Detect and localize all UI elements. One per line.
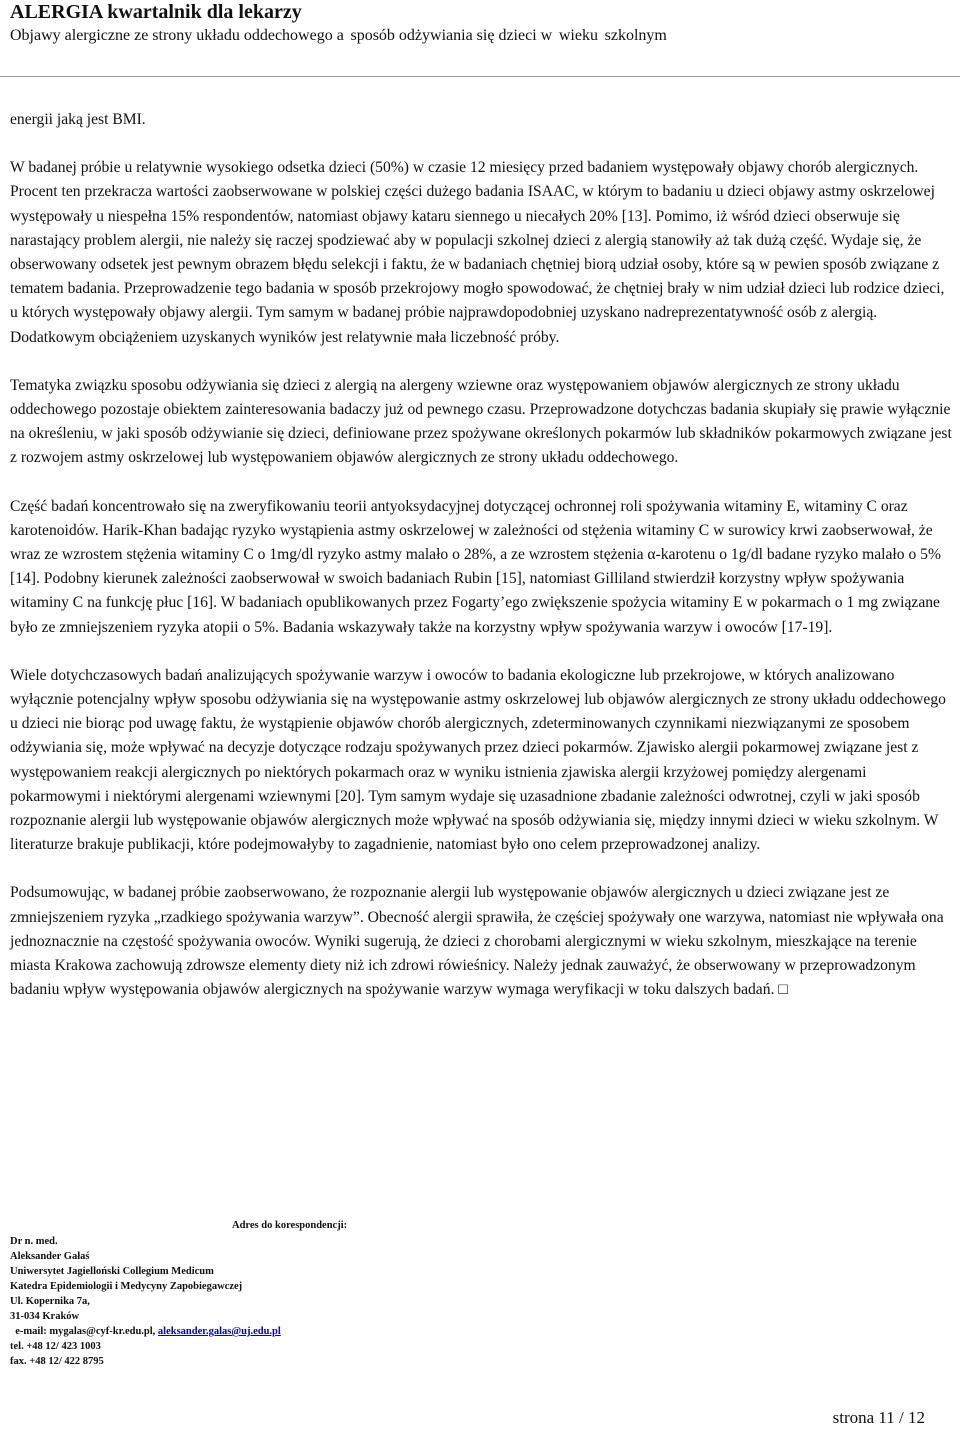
- page-header: [10, 0, 950, 45]
- author-department: Katedra Epidemiologii i Medycyny Zapobiegawczej: [10, 1281, 243, 1292]
- paragraph: Podsumowując, w badanej próbie zaobserwowano, że rozpoznanie alergii lub występowanie objawów alergicznych u dzieci związane jest ze zmniejszeniem ryzyka „rzadkiego spożywania warzyw”. Obecność alergii sprawiła, że częściej spożywały one warzywa, natomiast nie wpływała ona jednoznacznie na częstość spożywania owoców. Wyniki sugerują, że dzieci z chorobami alergicznymi w wieku szkolnym, mieszkające na terenie miasta Krakowa zachowują zdrowsze elementy diety niż ich zdrowi rówieśnicy. Należy jednak zauważyć, że obserwowany w przeprowadzonym badaniu wpływ występowania objawów alergicznych na spożywanie warzyw wymaga weryfikacji w toku dalszych badań. □: [10, 884, 944, 999]
- email-prefix: e-mail: mygalas@cyf-kr.edu.pl,: [15, 1326, 158, 1337]
- author-email-line: [10, 1324, 281, 1339]
- article-body: [10, 108, 952, 1027]
- correspondence-heading: Adres do korespondencji:: [232, 1220, 348, 1231]
- author-tel: tel. +48 12/ 423 1003: [10, 1341, 101, 1352]
- author-city: 31-034 Kraków: [10, 1311, 80, 1322]
- paragraph: Część badań koncentrowało się na zweryfikowaniu teorii antyoksydacyjnej dotyczącej ochronnej roli spożywania witaminy E, witaminy C oraz karotenoidów. Harik-Khan badając ryzyko wystąpienia astmy oskrzelowej w zależności od stężenia witaminy C w surowicy krwi zaobserwował, że wraz ze wzrostem stężenia witaminy C o 1mg/dl ryzyko astmy malało o 28%, a ze wzrostem stężenia α-karotenu o 1g/dl badane ryzyko malało o 5% [14]. Podobny kierunek zależności zaobserwował w swoich badaniach Rubin [15], natomiast Gilliland stwierdził korzystny wpływ spożywania witaminy C na funkcję płuc [16]. W badaniach opublikowanych przez Fogarty’ego zwiększenie spożycia witaminy E w pokarmach o 1 mg związane było ze zmniejszeniem ryzyka atopii o 5%. Badania wskazywały także na korzystny wpływ spożywania warzyw i owoców [17-19].: [10, 497, 941, 636]
- author-fax: fax. +48 12/ 422 8795: [10, 1356, 104, 1367]
- author-university: Uniwersytet Jagielloński Collegium Medicum: [10, 1266, 214, 1277]
- paragraph: W badanej próbie u relatywnie wysokiego odsetka dzieci (50%) w czasie 12 miesięcy przed badaniem występowały objawy chorób alergicznych. Procent ten przekracza wartości zaobserwowane w polskiej części dużego badania ISAAC, w którym to badaniu u dzieci objawy astmy oskrzelowej występowały u niespełna 15% respondentów, natomiast objawy kataru siennego u niecałych 20% [13]. Pomimo, iż wśród dzieci obserwuje się narastający problem alergii, nie należy się raczej spodziewać aby w populacji szkolnej dzieci z alergią stanowiły aż tak dużą część. Wydaje się, że obserwowany odsetek jest pewnym obrazem błędu selekcji i faktu, że w badaniach chętniej biorą udział osoby, które są w pewien sposób związane z tematem badania. Przeprowadzenie tego badania w sposób przekrojowy mogło spowodować, że chętniej brały w nim udział dzieci lub rodzice dzieci, u których występowały objawy alergii. Tym samym w badanej próbie najprawdopodobniej uzyskano nadreprezentatywność osób z alergią. Dodatkowym obciążeniem uzyskanych wyników jest relatywnie mała liczebność próby.: [10, 159, 945, 346]
- page-number: strona 11 / 12: [832, 1408, 925, 1427]
- author-name: Aleksander Gałaś: [10, 1251, 90, 1262]
- author-degree: Dr n. med.: [10, 1236, 58, 1247]
- article-title: Objawy alergiczne ze strony układu oddechowego a sposób odżywiania się dzieci w wieku szkolnym: [10, 27, 667, 44]
- email-link[interactable]: aleksander.galas@uj.edu.pl: [157, 1326, 281, 1337]
- journal-title: ALERGIA kwartalnik dla lekarzy: [10, 1, 302, 23]
- author-street: Ul. Kopernika 7a,: [10, 1296, 90, 1307]
- paragraph: Wiele dotychczasowych badań analizujących spożywanie warzyw i owoców to badania ekologiczne lub przekrojowe, w których analizowano wyłącznie potencjalny wpływ sposobu odżywiania się na występowanie astmy oskrzelowej lub objawów alergicznych ze strony układu oddechowego u dzieci nie biorąc pod uwagę faktu, że wystąpienie objawów chorób alergicznych, zdeterminowanych czynnikami niezwiązanymi ze sposobem odżywiania się, może wpływać na decyzje dotyczące rodzaju spożywanych przez dzieci pokarmów. Zjawisko alergii pokarmowej związane jest z występowaniem reakcji alergicznych po niektórych pokarmach oraz w wyniku istnienia zjawiska alergii krzyżowej pomiędzy alergenami pokarmowymi i niektórymi alergenami wziewnymi [20]. Tym samym wydaje się uzasadnione zbadanie zależności odwrotnej, czyli w jaki sposób rozpoznanie alergii lub występowanie objawów alergicznych może wpływać na sposób odżywiania się, między innymi dzieci w wieku szkolnym. W literaturze brakuje publikacji, które podejmowałyby to zagadnienie, natomiast było ono celem przeprowadzonej analizy.: [10, 666, 946, 854]
- paragraph: energii jaką jest BMI.: [10, 111, 146, 128]
- header-divider: [0, 76, 960, 77]
- paragraph: Tematyka związku sposobu odżywiania się dzieci z alergią na alergeny wziewne oraz występowaniem objawów alergicznych ze strony układu oddechowego pozostaje obiektem zainteresowania badaczy już od pewnego czasu. Przeprowadzone dotychczas badania skupiały się prawie wyłącznie na określeniu, w jaki sposób odżywianie się dzieci, definiowane przez spożywane określonych pokarmów lub składników pokarmowych związane jest z rozwojem astmy oskrzelowej lub występowaniem objawów alergicznych ze strony układu oddechowego.: [10, 376, 952, 467]
